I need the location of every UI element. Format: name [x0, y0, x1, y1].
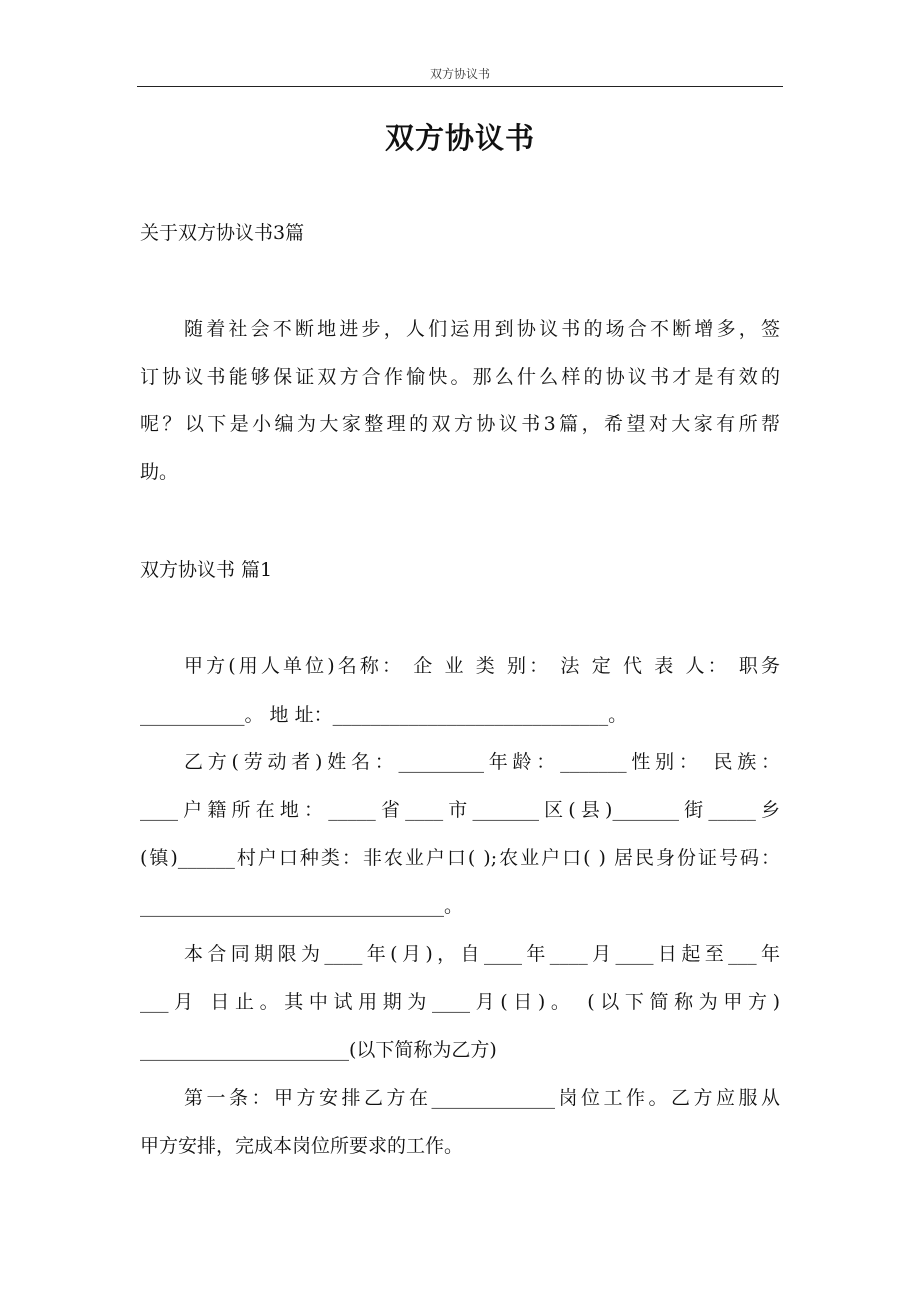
body-line-4: ____户籍所在地：_____省____市_______区(县)_______街_____乡 [140, 799, 780, 821]
intro-line-2: 订协议书能够保证双方合作愉快。那么什么样的协议书才是有效的 [140, 366, 780, 388]
body-line-1: 甲方(用人单位)名称： 企 业 类 别： 法 定 代 表 人： 职务 [184, 655, 780, 677]
intro-line-4: 助。 [140, 461, 179, 483]
body-line-10: 第一条：甲方安排乙方在_____________岗位工作。乙方应服从 [184, 1087, 780, 1109]
intro-line-1: 随着社会不断地进步，人们运用到协议书的场合不断增多，签 [184, 318, 780, 340]
document-title: 双方协议书 [384, 121, 535, 155]
body-line-7: 本合同期限为____年(月)，自____年____月____日起至___年 [184, 943, 780, 965]
document-subtitle: 关于双方协议书3篇 [140, 222, 305, 244]
body-line-5: (镇)______村户口种类：非农业户口( );农业户口( ) 居民身份证号码： [140, 847, 780, 869]
section-heading: 双方协议书 篇1 [140, 559, 273, 581]
body-line-11: 甲方安排，完成本岗位所要求的工作。 [140, 1135, 464, 1157]
body-line-3: 乙方(劳动者)姓名：_________年龄：_______性别： 民族： [184, 751, 780, 773]
intro-line-3: 呢？以下是小编为大家整理的双方协议书3篇，希望对大家有所帮 [140, 413, 780, 435]
body-line-6: ________________________________。 [140, 895, 464, 917]
body-line-8: ___月 日止。其中试用期为____月(日)。 (以下简称为甲方) [140, 991, 780, 1013]
body-line-9: ______________________(以下简称为乙方) [140, 1039, 497, 1061]
running-header: 双方协议书 [137, 64, 783, 87]
body-line-2: ___________。 地 址：_____________________________。 [140, 704, 628, 726]
